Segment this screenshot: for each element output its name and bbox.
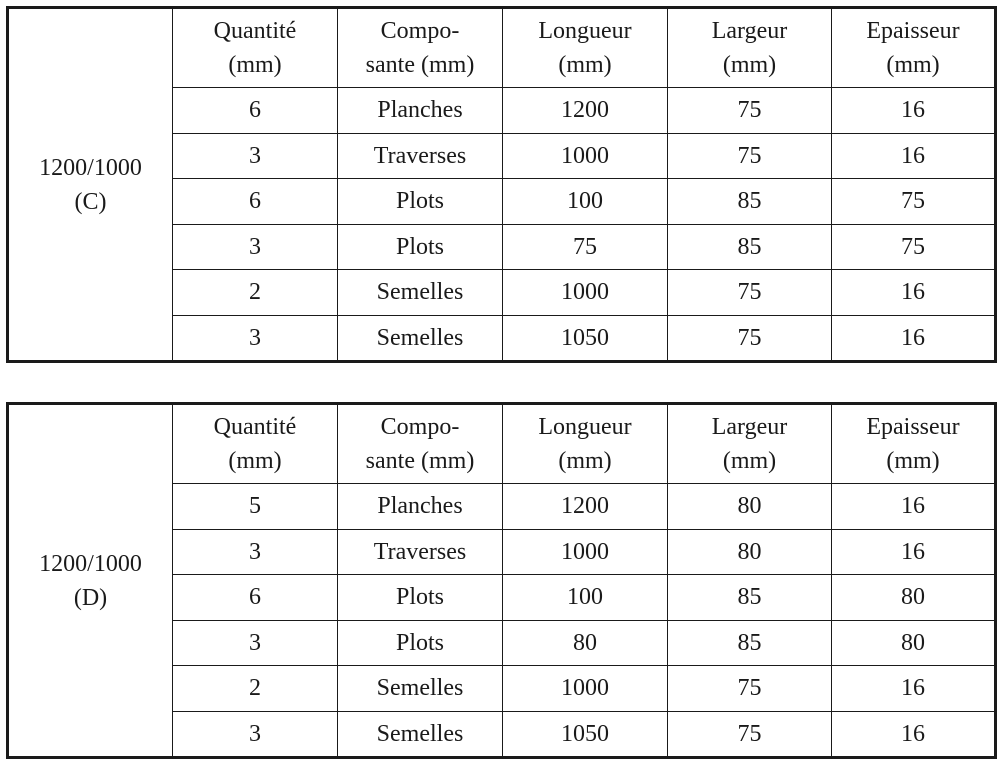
header-quantite-line-1: Quantité — [213, 414, 297, 440]
cell-epaisseur: 80 — [832, 620, 996, 666]
cell-largeur: 75 — [668, 666, 832, 712]
cell-largeur: 75 — [668, 711, 832, 758]
table-label-cell — [8, 404, 173, 758]
cell-largeur: 75 — [668, 270, 832, 316]
cell-composante: Planches — [338, 484, 503, 530]
header-largeur-line-1: Largeur — [711, 414, 788, 440]
cell-quantite: 3 — [173, 529, 338, 575]
header-epaisseur-line-1: Epaisseur — [866, 18, 960, 44]
cell-longueur: 80 — [503, 620, 668, 666]
cell-longueur: 1000 — [503, 529, 668, 575]
header-largeur-line-2: (mm) — [722, 52, 777, 78]
header-longueur-line-1: Longueur — [538, 414, 632, 440]
cell-largeur: 75 — [668, 315, 832, 362]
cell-quantite: 6 — [173, 575, 338, 621]
cell-composante: Semelles — [338, 666, 503, 712]
header-composante-line-2: sante (mm) — [365, 448, 475, 474]
cell-epaisseur: 80 — [832, 575, 996, 621]
header-quantite-line-1: Quantité — [213, 18, 297, 44]
cell-largeur: 80 — [668, 484, 832, 530]
cell-composante: Semelles — [338, 711, 503, 758]
header-row — [8, 8, 996, 88]
cell-longueur: 75 — [503, 224, 668, 270]
header-quantite — [173, 8, 338, 88]
cell-quantite: 3 — [173, 620, 338, 666]
header-longueur — [503, 404, 668, 484]
cell-quantite: 2 — [173, 666, 338, 712]
cell-composante: Traverses — [338, 133, 503, 179]
header-quantite-line-2: (mm) — [228, 52, 282, 78]
cell-largeur: 85 — [668, 179, 832, 225]
header-epaisseur — [832, 8, 996, 88]
cell-composante: Plots — [338, 224, 503, 270]
cell-quantite: 6 — [173, 88, 338, 134]
header-composante — [338, 404, 503, 484]
header-epaisseur — [832, 404, 996, 484]
cell-composante: Semelles — [338, 315, 503, 362]
cell-epaisseur: 16 — [832, 529, 996, 575]
cell-epaisseur: 75 — [832, 179, 996, 225]
cell-longueur: 1200 — [503, 484, 668, 530]
header-epaisseur-line-2: (mm) — [886, 52, 940, 78]
header-longueur — [503, 8, 668, 88]
cell-quantite: 3 — [173, 711, 338, 758]
cell-composante: Semelles — [338, 270, 503, 316]
header-quantite — [173, 404, 338, 484]
cell-longueur: 100 — [503, 179, 668, 225]
header-largeur-line-2: (mm) — [722, 448, 777, 474]
header-composante-line-2: sante (mm) — [365, 52, 475, 78]
table-label-line-2: (D) — [73, 584, 108, 611]
header-quantite-line-2: (mm) — [228, 448, 282, 474]
cell-composante: Plots — [338, 179, 503, 225]
header-largeur — [668, 404, 832, 484]
cell-longueur: 1050 — [503, 711, 668, 758]
cell-longueur: 1000 — [503, 270, 668, 316]
cell-quantite: 6 — [173, 179, 338, 225]
cell-composante: Plots — [338, 620, 503, 666]
header-largeur-line-1: Largeur — [711, 18, 788, 44]
spec-table-d — [6, 402, 997, 759]
cell-largeur: 85 — [668, 224, 832, 270]
cell-epaisseur: 16 — [832, 711, 996, 758]
cell-quantite: 3 — [173, 133, 338, 179]
cell-epaisseur: 16 — [832, 270, 996, 316]
header-composante-line-1: Compo- — [380, 414, 460, 440]
header-longueur-line-2: (mm) — [558, 448, 612, 474]
cell-largeur: 80 — [668, 529, 832, 575]
cell-epaisseur: 16 — [832, 484, 996, 530]
cell-composante: Planches — [338, 88, 503, 134]
header-longueur-line-1: Longueur — [538, 18, 632, 44]
table-label-line-1: 1200/1000 — [39, 550, 142, 577]
header-composante-line-1: Compo- — [380, 18, 460, 44]
cell-longueur: 1200 — [503, 88, 668, 134]
cell-quantite: 3 — [173, 315, 338, 362]
cell-longueur: 1000 — [503, 133, 668, 179]
cell-longueur: 100 — [503, 575, 668, 621]
header-epaisseur-line-2: (mm) — [886, 448, 940, 474]
cell-epaisseur: 16 — [832, 133, 996, 179]
table-label-line-2: (C) — [74, 188, 107, 215]
cell-quantite: 5 — [173, 484, 338, 530]
cell-quantite: 3 — [173, 224, 338, 270]
cell-longueur: 1000 — [503, 666, 668, 712]
cell-largeur: 75 — [668, 133, 832, 179]
cell-epaisseur: 16 — [832, 88, 996, 134]
header-epaisseur-line-1: Epaisseur — [866, 414, 960, 440]
cell-largeur: 85 — [668, 575, 832, 621]
cell-composante: Plots — [338, 575, 503, 621]
cell-epaisseur: 75 — [832, 224, 996, 270]
header-composante — [338, 8, 503, 88]
cell-epaisseur: 16 — [832, 315, 996, 362]
header-largeur — [668, 8, 832, 88]
cell-composante: Traverses — [338, 529, 503, 575]
cell-epaisseur: 16 — [832, 666, 996, 712]
cell-longueur: 1050 — [503, 315, 668, 362]
cell-largeur: 75 — [668, 88, 832, 134]
table-label-line-1: 1200/1000 — [39, 154, 142, 181]
cell-quantite: 2 — [173, 270, 338, 316]
table-label-cell — [8, 8, 173, 362]
spec-table-c — [6, 6, 997, 363]
cell-largeur: 85 — [668, 620, 832, 666]
header-row — [8, 404, 996, 484]
header-longueur-line-2: (mm) — [558, 52, 612, 78]
